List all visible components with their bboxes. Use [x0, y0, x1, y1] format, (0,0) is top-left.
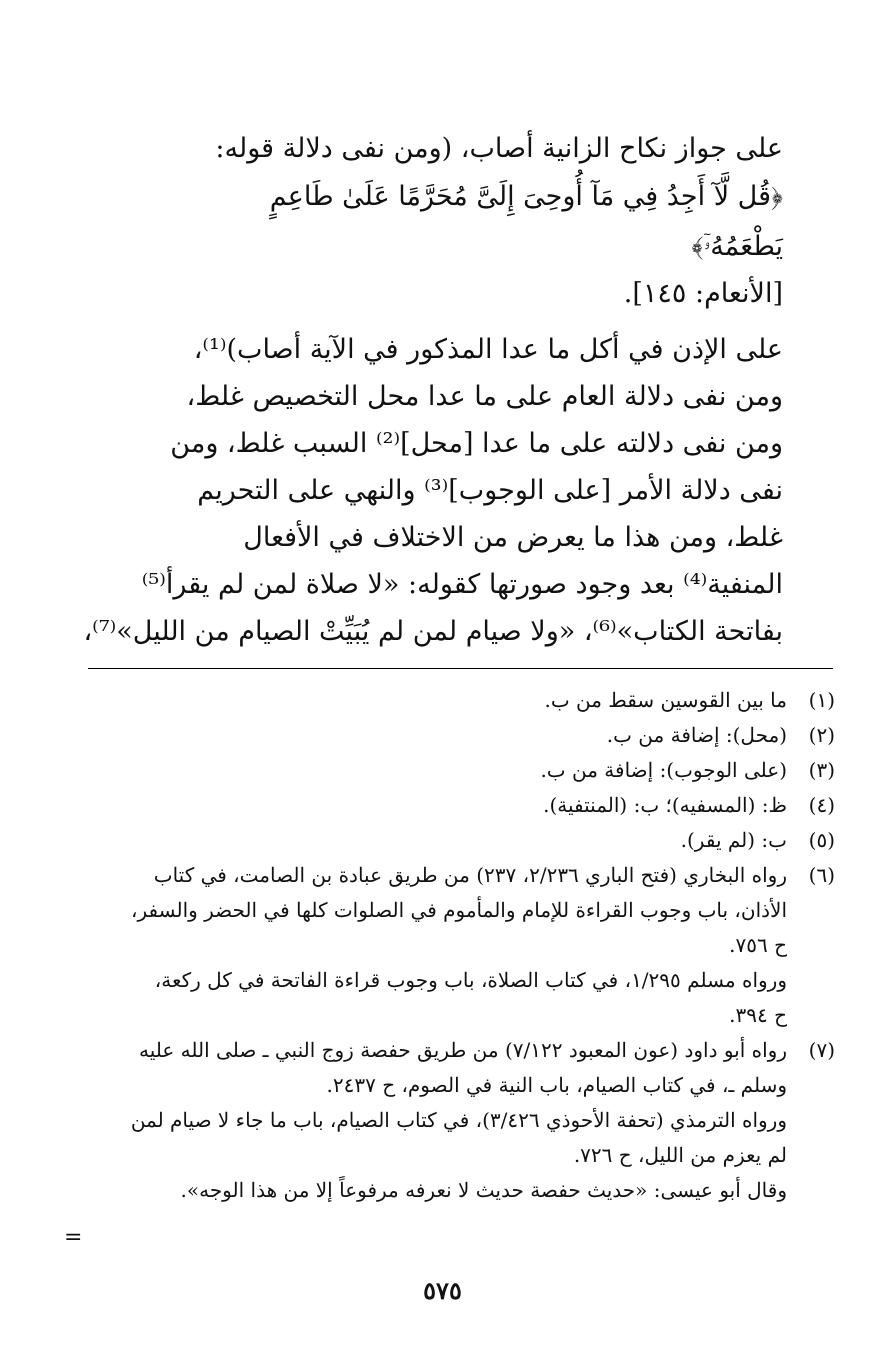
continuation-mark: =	[64, 1225, 83, 1250]
main-line-1: على جواز نكاح الزانية أصاب، (ومن نفى دلالة قوله:	[215, 133, 783, 164]
footnote-number: (١)	[808, 688, 835, 712]
footnote-6	[85, 858, 835, 1033]
footnote-line: ورواه مسلم ١/٢٩٥، في كتاب الصلاة، باب وجوب قراءة الفاتحة في كل ركعة،	[154, 968, 787, 992]
footnote-line: ما بين القوسين سقط من ب.	[544, 688, 787, 712]
main-line: ومن نفى دلالة العام على ما عدا محل التخصيص غلط،	[186, 381, 783, 412]
footnote-line: ب: (لم يقر).	[680, 828, 787, 852]
footnote-number: (٥)	[808, 828, 835, 852]
footnote-line: (على الوجوب): إضافة من ب.	[540, 758, 787, 782]
footnote-line: وقال أبو عيسى: «حديث حفصة حديث لا نعرفه مرفوعاً إلا من هذا الوجه».	[180, 1178, 787, 1202]
footnote-5	[85, 823, 835, 858]
footnote-number: (٢)	[808, 723, 835, 747]
footnote-line: ح ٣٩٤.	[729, 1003, 787, 1027]
footnote-line: ورواه الترمذي (تحفة الأحوذي ٣/٤٢٦)، في كتاب الصيام، باب ما جاء لا صيام لمن	[130, 1108, 787, 1132]
quran-verse: ﴿قُل لَّآ أَجِدُ فِي مَآ أُوحِىَ إِلَىَّ مُحَرَّمًا عَلَىٰ طَاعِمٍ يَطْعَمُهُۥٓ﴾	[269, 181, 783, 262]
footnote-3	[85, 753, 835, 788]
footnote-2	[85, 718, 835, 753]
footnote-line: وسلم ـ، في كتاب الصيام، باب النية في الصوم، ح ٢٤٣٧.	[326, 1073, 787, 1097]
footnote-line: ظ: (المسفيه)؛ ب: (المنتفية).	[543, 793, 787, 817]
main-line: نفى دلالة الأمر [على الوجوب]⁽³⁾ والنهي على التحريم	[197, 475, 783, 506]
verse-reference: [الأنعام: ١٤٥].	[623, 278, 783, 309]
footnote-line: ح ٧٥٦.	[729, 933, 787, 957]
main-line: بفاتحة الكتاب»⁽⁶⁾، «ولا صيام لمن لم يُبَيِّتْ الصيام من الليل»⁽⁷⁾،	[83, 616, 783, 647]
footnote-number: (٣)	[808, 758, 835, 782]
footnote-number: (٦)	[808, 863, 835, 887]
page-number: ٥٧٥	[423, 1276, 462, 1305]
main-line: ومن نفى دلالته على ما عدا [محل]⁽²⁾ السبب غلط، ومن	[170, 428, 783, 459]
footnote-4	[85, 788, 835, 823]
footnote-line: الأذان، باب وجوب القراءة للإمام والمأموم في الصلوات كلها في الحضر والسفر،	[131, 898, 787, 922]
footnote-line: رواه البخاري (فتح الباري ٢/٢٣٦، ٢٣٧) من طريق عبادة بن الصامت، في كتاب	[153, 863, 787, 887]
footnote-line: رواه أبو داود (عون المعبود ٧/١٢٢) من طريق حفصة زوج النبي ـ صلى الله عليه	[139, 1038, 787, 1062]
footnotes	[85, 683, 835, 1208]
footnote-1	[85, 683, 835, 718]
footnote-7	[85, 1033, 835, 1208]
main-line: المنفية⁽⁴⁾ بعد وجود صورتها كقوله: «لا صلاة لمن لم يقرأ⁽⁵⁾	[141, 569, 783, 600]
footnote-number: (٤)	[808, 793, 835, 817]
main-line: غلط، ومن هذا ما يعرض من الاختلاف في الأفعال	[243, 522, 783, 553]
main-text	[83, 125, 783, 655]
footnote-number: (٧)	[808, 1038, 835, 1062]
footnote-line: لم يعزم من الليل، ح ٧٢٦.	[573, 1143, 787, 1167]
footnote-line: (محل): إضافة من ب.	[606, 723, 787, 747]
footnote-separator	[88, 668, 833, 669]
main-line: على الإذن في أكل ما عدا المذكور في الآية أصاب)⁽¹⁾،	[193, 334, 783, 365]
